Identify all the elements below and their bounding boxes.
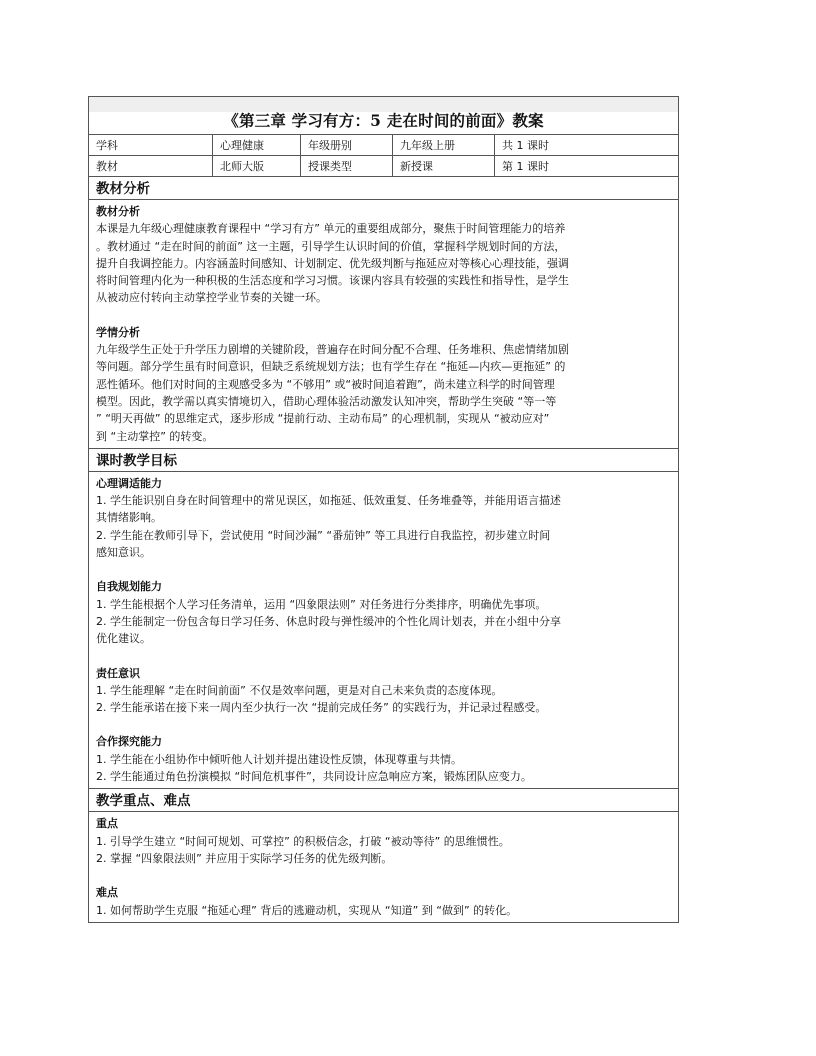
text-line: 2. 学生能通过角色扮演模拟 “时间危机事件”，共同设计应急响应方案，锻炼团队应变力。 xyxy=(96,770,532,784)
info-cell: 教材 xyxy=(89,156,213,176)
subheading: 学情分析 xyxy=(96,325,140,339)
subheading: 重点 xyxy=(96,817,118,831)
text-line: 其情绪影响。 xyxy=(96,511,162,525)
info-cell: 授课类型 xyxy=(301,156,393,176)
text-line: 将时间管理内化为一种积极的生活态度和学习习惯。该课内容具有较强的实践性和指导性，是学生 xyxy=(96,274,569,288)
subheading: 难点 xyxy=(96,886,118,900)
subheading: 教材分析 xyxy=(96,205,140,218)
subheading: 心理调适能力 xyxy=(96,476,162,490)
info-row-subject xyxy=(89,135,678,156)
info-cell: 北师大版 xyxy=(213,156,301,176)
text-line: ” “明天再做” 的思维定式，逐步形成 “提前行动、主动布局” 的心理机制，实现从 “被动应对” xyxy=(96,412,550,426)
section-heading-objectives: 课时教学目标 xyxy=(89,449,678,472)
section-body-materials xyxy=(89,200,678,449)
text-line: 到 “主动掌控” 的转变。 xyxy=(96,429,214,443)
text-line: 1. 如何帮助学生克服 “拖延心理” 背后的逃避动机，实现从 “知道” 到 “做到” 的转化。 xyxy=(96,903,518,917)
paragraph xyxy=(96,341,670,445)
info-cell: 九年级上册 xyxy=(393,135,495,155)
text-line: 2. 学生能承诺在接下来一周内至少执行一次 “提前完成任务” 的实践行为，并记录过程感受。 xyxy=(96,701,547,715)
info-cell: 新授课 xyxy=(393,156,495,176)
text-line: 提升自我调控能力。内容涵盖时间感知、计划制定、优先级判断与拖延应对等核心心理技能，强调 xyxy=(96,256,569,270)
text-line: 恶性循环。他们对时间的主观感受多为 “不够用” 或“被时间追着跑”，尚未建立科学的时间管理 xyxy=(96,377,555,391)
info-cell: 心理健康 xyxy=(213,135,301,155)
text-line: 1. 学生能识别自身在时间管理中的常见误区，如拖延、低效重复、任务堆叠等，并能用语言描述 xyxy=(96,494,561,508)
info-cell: 年级册别 xyxy=(301,135,393,155)
text-line: 本课是九年级心理健康教育课程中 “学习有方” 单元的重要组成部分，聚焦于时间管理能力的培养 xyxy=(96,222,566,236)
paragraph xyxy=(96,220,670,306)
subheading: 自我规划能力 xyxy=(96,580,162,594)
info-cell: 共 1 课时 xyxy=(502,139,549,152)
text-line: 。教材通过 “走在时间的前面” 这一主题，引导学生认识时间的价值，掌握科学规划时间的方法， xyxy=(96,239,566,253)
text-line: 优化建议。 xyxy=(96,632,151,646)
text-line: 1. 学生能根据个人学习任务清单，运用 “四象限法则” 对任务进行分类排序，明确优先事项。 xyxy=(96,597,547,611)
section-heading-materials: 教材分析 xyxy=(89,177,678,200)
text-line: 从被动应付转向主动掌控学业节奏的关键一环。 xyxy=(96,291,327,305)
lesson-plan-table xyxy=(88,96,679,923)
text-line: 2. 学生能在教师引导下，尝试使用 “时间沙漏” “番茄钟” 等工具进行自我监控，初步建立时间 xyxy=(96,528,551,542)
info-cell: 第 1 课时 xyxy=(502,160,549,173)
info-row-textbook xyxy=(89,156,678,177)
text-line: 模型。因此，教学需以真实情境切入，借助心理体验活动激发认知冲突，帮助学生突破 “等一等 xyxy=(96,394,557,408)
text-line: 九年级学生正处于升学压力剧增的关键阶段，普遍存在时间分配不合理、任务堆积、焦虑情绪加剧 xyxy=(96,343,569,357)
section-body-objectives xyxy=(89,472,678,789)
text-line: 等问题。部分学生虽有时间意识，但缺乏系统规划方法；也有学生存在 “拖延—内疚—更拖延” 的 xyxy=(96,360,566,374)
document-title: 《第三章 学习有方：5 走在时间的前面》教案 xyxy=(89,97,678,135)
text-line: 2. 学生能制定一份包含每日学习任务、休息时段与弹性缓冲的个性化周计划表，并在小组中分享 xyxy=(96,614,561,628)
text-line: 1. 学生能理解 “走在时间前面” 不仅是效率问题，更是对自己未来负责的态度体现。 xyxy=(96,683,503,697)
section-body-key-points xyxy=(89,812,678,921)
info-cell: 学科 xyxy=(89,135,213,155)
text-line: 1. 学生能在小组协作中倾听他人计划并提出建设性反馈，体现尊重与共情。 xyxy=(96,752,462,766)
text-line: 感知意识。 xyxy=(96,546,151,560)
subheading: 责任意识 xyxy=(96,666,140,680)
section-heading-key-points: 教学重点、难点 xyxy=(89,789,678,812)
text-line: 1. 引导学生建立 “时间可规划、可掌控” 的积极信念，打破 “被动等待” 的思维惯性。 xyxy=(96,834,510,848)
text-line: 2. 掌握 “四象限法则” 并应用于实际学习任务的优先级判断。 xyxy=(96,851,393,865)
subheading: 合作探究能力 xyxy=(96,735,162,749)
